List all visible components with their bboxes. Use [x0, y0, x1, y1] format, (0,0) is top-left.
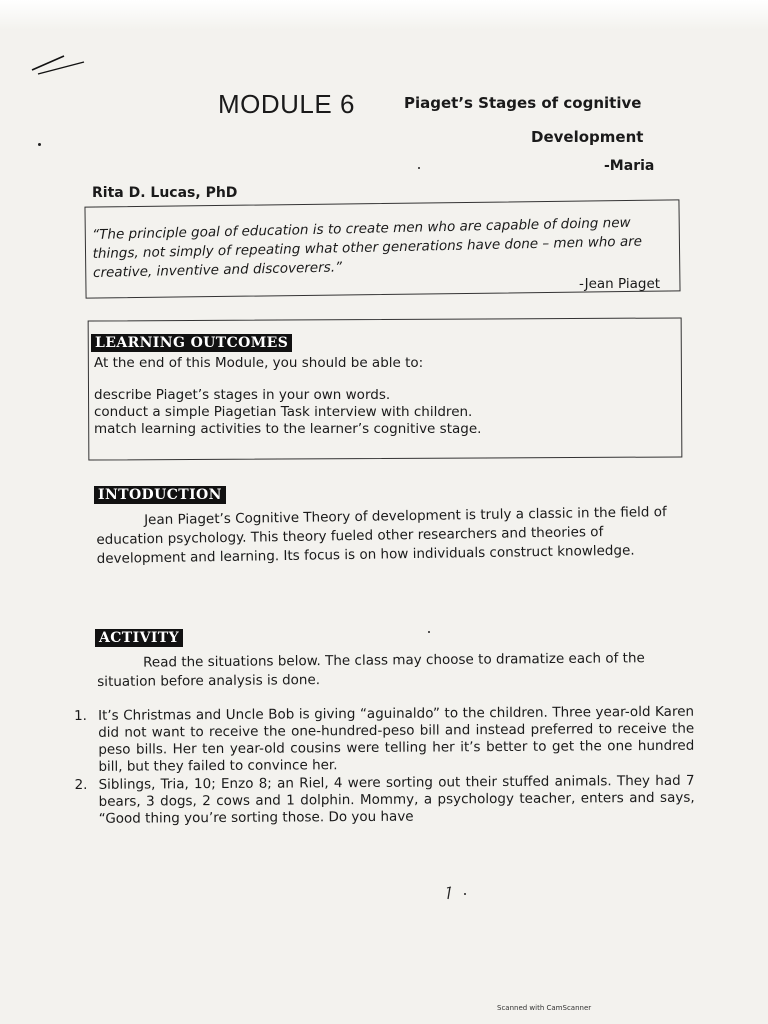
list-item	[74, 773, 694, 828]
quote-author: -Jean Piaget	[579, 276, 661, 292]
list-item: match learning activities to the learner’s cognitive stage.	[94, 421, 482, 437]
activity-situations-list	[74, 704, 695, 829]
scanner-watermark: Scanned with CamScanner	[497, 1004, 592, 1012]
module-title: MODULE 6	[218, 89, 355, 119]
list-item	[74, 704, 694, 776]
activity-heading: ACTIVITY	[95, 629, 183, 647]
speck-dot	[428, 631, 430, 633]
introduction-paragraph: Jean Piaget’s Cognitive Theory of development is truly a classic in the field of education psychology. This theory fueled other researchers and theories of development and learning. Its focus is on how individuals construct knowledge.	[96, 504, 667, 567]
pen-tick-icon	[444, 886, 454, 900]
quote-text: “The principle goal of education is to create men who are capable of doing new things, not simply of repeating what other generations have done – men who are creative, inventive and discoverers.”	[92, 214, 643, 281]
author-first-name: -Maria	[604, 158, 655, 174]
author-name: Rita D. Lucas, PhD	[92, 185, 238, 201]
learning-outcomes-intro: At the end of this Module, you should be able to:	[94, 355, 424, 371]
item-text: It’s Christmas and Uncle Bob is giving “aguinaldo” to the children. Three year-old Karen did not want to receive the one-hundred-peso bill and instead preferred to receive the peso bills. Her ten year-old cousins were telling her it’s better to get the one hundred bill, but they failed to convince her.	[97, 703, 695, 775]
list-item: conduct a simple Piagetian Task interview with children.	[94, 404, 473, 420]
scan-edge	[0, 0, 768, 30]
item-number: 2.	[74, 776, 88, 793]
activity-intro: Read the situations below. The class may choose to dramatize each of the situation before analysis is done.	[97, 650, 645, 690]
module-subtitle-line1: Piaget’s Stages of cognitive	[404, 94, 642, 112]
speck-dot	[418, 167, 420, 169]
item-number: 1.	[74, 707, 88, 724]
learning-outcomes-list	[94, 387, 481, 438]
module-subtitle-line2: Development	[531, 128, 644, 146]
learning-outcomes-heading: LEARNING OUTCOMES	[91, 334, 292, 352]
list-item: describe Piaget’s stages in your own words.	[94, 387, 391, 403]
introduction-heading: INTODUCTION	[94, 486, 226, 504]
pen-mark-icon	[30, 52, 90, 76]
speck-dot	[464, 893, 466, 895]
speck-dot	[38, 143, 41, 146]
item-text: Siblings, Tria, 10; Enzo 8; an Riel, 4 were sorting out their stuffed animals. They had 7 bears, 3 dogs, 2 cows and 1 dolphin. Mommy, a psychology teacher, enters and says, “Good thing you’re sorting those. Do you have	[98, 772, 695, 827]
